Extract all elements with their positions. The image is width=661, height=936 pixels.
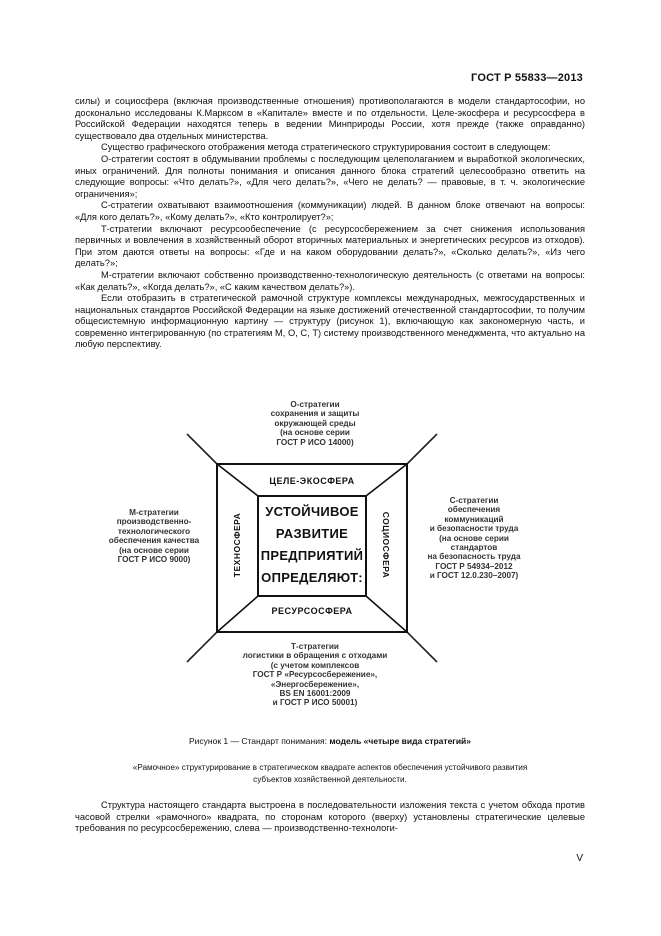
label-line: (на основе серии [119,545,189,555]
corner-link [217,464,258,496]
right-strategy-label [409,496,539,581]
label-line: М-стратегии [129,508,179,517]
corner-link [366,596,407,632]
paragraph: Структура настоящего стандарта выстроена в последовательности изложения текста с учетом обхода против часовой стрелки «рамочного» квадрата, по сторонам которого (вверху) установлены стратегические целевые требования по ресурсосбережению, слева — производственно-технологи- [75,800,585,834]
subcaption-line: субъектов хозяйственной деятельности. [253,775,407,784]
resourcesphere-label: РЕСУРСОСФЕРА [271,606,353,616]
label-line: стандартов [450,543,498,553]
paragraph: Существо графического отображения метода стратегического структурирования состоит в следующем: [101,142,551,153]
figure-subcaption [75,762,585,786]
caption-prefix: Рисунок 1 — Стандарт понимания: [188,736,330,746]
ecosphere-label: ЦЕЛЕ-ЭКОСФЕРА [269,476,355,486]
label-line: О-стратегии [290,400,340,409]
label-line: технологического [117,526,191,536]
paragraph: С-стратегии охватывают взаимоотношения (коммуникации) людей. В данном блоке отвечают на вопросы: «Для кого делать?», «Кому делать?», «Кто контролирует?»; [75,200,585,222]
label-line: на безопасность труда [427,552,521,562]
label-line: коммуникаций [444,514,504,524]
paragraph: силы) и социосфера (включая производственные отношения) противополагаются в модели стандартософии, но досконально исследованы К.Марксом в «Капитале» вместе и по отдельности. Целе-экосфера и ресурсосфера в Российской Федерации находятся теперь в ведении Минприроды России, хотя прежде (также оправданно) существовало два отдельных министерства. [75,96,585,141]
label-line: и ГОСТ Р ИСО 50001) [272,698,358,708]
label-line: (на основе серии [439,533,509,543]
label-line: BS EN 16001:2009 [279,689,351,699]
corner-link [366,464,407,496]
paragraph: Т-стратегии включают ресурсообеспечение (с ресурсосбережением за счет снижения использования первичных и вовлечения в хозяйственный оборот вторичных материальных и энергетических ресурсов из отходов). При этом даются ответы на вопросы: «Где и на каком оборудовании делать?», «Сколько делать?», «Из чего делать?»; [75,223,585,269]
document-id: ГОСТ Р 55833—2013 [471,72,583,84]
center-line: УСТОЙЧИВОЕ [265,504,359,519]
label-line: обеспечения качества [108,536,200,546]
top-strategy-label [235,400,395,447]
label-line: «Энергосбережение», [270,679,360,689]
label-line: и ГОСТ 12.0.230–2007) [429,571,519,581]
label-line: Т-стратегии [291,642,339,651]
diagonal-line [407,632,437,662]
label-line: ГОСТ Р ИСО 14000) [276,437,354,447]
label-line: (с учетом комплексов [270,660,360,670]
left-strategy-label [95,508,213,564]
diagonal-line [187,434,217,464]
strategy-diagram [75,400,585,730]
center-line: ОПРЕДЕЛЯЮТ: [261,570,363,585]
paragraph: М-стратегии включают собственно производственно-технологическую деятельность (с ответами на вопросы: «Как делать?», «Когда делать?», «С каким качеством делать?»). [75,269,585,292]
center-line: ПРЕДПРИЯТИЙ [260,548,364,563]
label-line: обеспечения [447,505,501,515]
label-line: ГОСТ Р 54934–2012 [435,561,513,571]
label-line: ГОСТ Р «Ресурсосбережение», [252,670,378,680]
label-line: и безопасности труда [429,524,519,534]
label-line: окружающей среды [274,418,356,428]
label-line: производственно- [116,517,192,527]
bottom-strategy-label [225,642,405,708]
sociosphere-label: СОЦИОСФЕРА [381,511,391,579]
center-line: РАЗВИТИЕ [275,526,349,541]
subcaption-line: «Рамочное» структурирование в стратегическом квадрате аспектов обеспечения устойчивого развития [132,763,528,772]
closing-text [75,800,585,835]
center-statement [258,496,366,596]
figure-caption [75,736,585,746]
corner-link [217,596,258,632]
diagonal-line [187,632,217,662]
paragraph: Если отобразить в стратегической рамочной структуре комплексы международных, межгосударственных и национальных стандартов Российской Федерации на языке достижений отечественной стандартософии, то получим общесистемную информационную картину — структуру (рисунок 1), включающую как закономерную часть, и современно интегрированную (по стратегиям М, О, С, Т) систему производственного менеджмента, что актуально на любую перспективу. [75,293,585,350]
label-line: ГОСТ Р ИСО 9000) [117,555,191,565]
label-line: сохранения и защиты [270,409,360,419]
body-text [75,96,585,351]
label-line: логистики в обращения с отходами [242,651,388,661]
caption-title: модель «четыре вида стратегий» [329,736,472,746]
label-line: (на основе серии [280,428,350,438]
paragraph: О-стратегии состоят в обдумывании проблемы с последующим целеполаганием и выработкой экологических, иных ограничений. Для полноты понимания и описания данного блока стратегий целесообразно ответить на следующие вопросы: «Что делать?», «Для чего делать?», «Чего не делать? — правовые, в т. ч. экологические ограничения»; [75,153,585,199]
diagonal-line [407,434,437,464]
technosphere-label: ТЕХНОСФЕРА [232,512,242,578]
label-line: С-стратегии [449,496,499,505]
page-number: V [576,853,583,864]
